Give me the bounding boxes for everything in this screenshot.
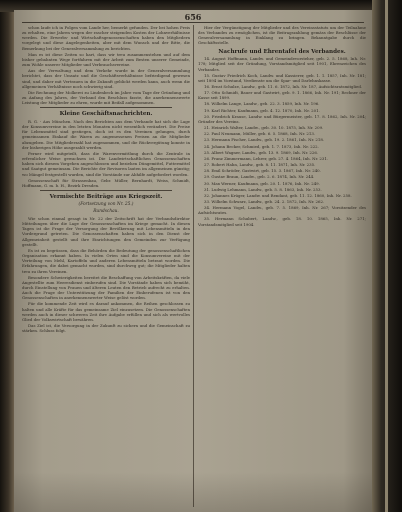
column-divider	[193, 25, 194, 507]
page-number: 656	[184, 12, 202, 22]
right-column	[198, 25, 366, 228]
list-entry: 24. Johann Becker, Schmied, geb. 1. 7. 1873, Inh. Nr. 222.	[204, 143, 319, 149]
list-entry: 29. Gustav Braun, Landw., geb. 2. 6. 1874, Inh. Nr. 244.	[204, 174, 315, 180]
list-entry: 33. Wilhelm Schwarz, Landw., geb. 24. 2. 1872, Inh. Nr. 262.	[204, 198, 325, 204]
list-entry: 15. Gustav Friedrich Koch, Landw. und Kassierer, geb. 1. 1. 1857, Inh. Nr. 181; seit 1894 im Vorstand, Verdienste um die Spar- und Darlehnskasse.	[198, 72, 366, 83]
list-entry: 17. Otto Schmidt, Bauer und Gastwirt, geb. 9. 1. 1866, Inh. Nr. 191; Rechner der Kasse seit 1899.	[198, 90, 366, 101]
list-entry: 18. Wilhelm Lange, Landw., geb. 22. 3. 1859, Inh. Nr. 196.	[204, 101, 320, 107]
document-page	[14, 10, 372, 512]
paragraph: Genossenschaft für Strassenbau, Gebr. Müller, Bernhardt, Weiss, Schmidt, Hoffmann, G. m. b. H., Bezirk Dresden.	[22, 177, 190, 188]
list-entry: 30. Max Werner, Kaufmann, geb. 20. 1. 1876, Inh. Nr. 249.	[204, 180, 320, 186]
paragraph: Ferner wird mitgeteilt, dass die Warenvermittlung durch die Zentrale in erfreulicher Weise gewachsen ist. Die Landwirtschaftlichen Genossenschaften haben sich diesem Vorgehen angeschlossen und beziehen Düngemittel, Futtermittel und Saatgut gemeinsam. Die Berichte der Revisoren lauten im allgemeinen günstig; wo Mängel festgestellt wurden, sind die Vorstände zur Abhilfe aufgefordert worden.	[22, 150, 190, 177]
list-entry: 32. Johannes Krüger, Landw. und Rendant, geb. 11. 12. 1860, Inh. Nr. 258.	[204, 192, 352, 198]
paragraph: Wie schon einmal gesagt in Nr. 22 der Zeitschrift hat der Verbandsdirektor Mitteilungen über die Lage der Genossenschaften im Kriege gemacht. In diesen Tagen ist die Frage der Versorgung der Bevölkerung mit Lebensmitteln in den Vordergrund getreten. Die Genossenschaften haben sich in den Dienst der Allgemeinheit gestellt und ihre Einrichtungen den Gemeinden zur Verfügung gestellt.	[22, 215, 190, 247]
list-entry: 22. Paul Neumann, Müller, geb. 6. 5. 1868, Inh. Nr. 213.	[204, 131, 316, 137]
paragraph: Es ist zu begrüssen, dass die Behörden die Bedeutung der genossenschaftlichen Organisation erkannt haben. In vielen Orten sind die Konsumvereine mit der Verteilung von Mehl, Kartoffeln und anderen Lebensmitteln betraut worden. Die Erfahrungen, die dabei gemacht wurden, sind durchweg gut; die Mitglieder halten treu zu ihren Vereinen.	[22, 247, 190, 274]
paragraph: Man es ist diese Zeiten so hart, dass wir treu zusammenstehen und auf dem bisher gebahnten Wege fortfahren mit der Arbeit zum Besten unserer Gemeinde, zum Wohle unserer Mitglieder und Verbrauchsvereine.	[22, 51, 190, 68]
paragraph: Die Rechnung der Molkerei zu Lindenbeck im Jahre vom Tage der Gründung und zu Anfang des Jahres, der Verband den Beschluss fasste, die anerkennenswerte Leistung der Mitglieder zu ehren, wurde mit Beifall aufgenommen.	[22, 89, 190, 106]
section-divider	[40, 190, 172, 191]
section-subtitle: (Fortsetzung von Nr. 25.)	[78, 201, 134, 207]
list-entry: 34. Hermann Vogel, Landw., geb. 7. 5. 1869, Inh. Nr. 267; Vorsitzender des Aufsichtsrates.	[198, 205, 366, 216]
paragraph: schon laufe ich in Folgen vom Lande her, bemerkt gefunden. Der bei hohen Preis zu erhalten, eine Jahren wegen der rascher steigenden Kosten der Lohnverhältnisse werden. Die Erwerbs- und Wirtschaftsgenossenschaften haben den Mitgliedern vorgelegt und diese Angelegenheiten, aber mit dem Wunsch und der Bitte, die Bemerkung bei der Generalversammlung zu berichten.	[22, 25, 190, 51]
paragraph: Für die kommende Zeit wird es darauf ankommen, die Reihen geschlossen zu halten und alle Kräfte für das gemeinsame Ziel einzusetzen. Die Genossenschaften werden auch in dieser schweren Zeit ihre Aufgabe erfüllen und sich als wertvolles Glied der Volkswirtschaft bewähren.	[22, 301, 190, 322]
page-stack-edge	[385, 0, 388, 512]
paragraph: Das Ziel ist, die Versorgung in der Zukunft zu sichern und die Gemeinschaft zu stärken. Schluss folgt.	[22, 323, 190, 334]
list-entry: 28. Emil Schröder, Gastwirt, geb. 15. 3. 1867, Inh. Nr. 240.	[204, 168, 321, 174]
paragraph: R. G. - Aus München. Nach den Berichten aus dem Verbande hat sich die Lage der Konsumvereine in den letzten Monaten nicht wesentlich verändert. Die Preise für Lebensmittel sind gestiegen, doch ist es den Vereinen gelungen, durch gemeinsamen Einkauf die Waren zu angemessenen Preisen an die Mitglieder abzugeben. Die Mitgliederzahl hat zugenommen, und die Rückvergütung konnte in der bisherigen Höhe ausgezahlt werden.	[22, 118, 190, 150]
list-entry: 16. Ernst Schulze, Landw., geb. 11. 6. 1872, Inh. Nr. 187, Aufsichtsratsmitglied.	[204, 84, 363, 89]
list-entry: 27. Robert Hahn, Landw., geb. 8. 11. 1871, Inh. Nr. 235.	[204, 162, 316, 168]
paragraph: Hier der Vergünstigung der Mitglieder und des Vereinsstatuts um der Teilnahme des Verbandes zu ermöglichen, ist die Beitragszahlung gemäss der Beschlüsse der Generalversammlung in Einklang zu bringen. Bekanntgabe durch die Geschäftsstelle.	[198, 25, 366, 46]
section-kicker: Rundschau.	[93, 208, 119, 214]
list-entry: 26. Franz Zimmermann, Lehrer, geb. 27. 4. 1864, Inh. Nr. 231.	[204, 155, 329, 161]
section-divider	[40, 107, 172, 108]
list-heading: Nachrufe und Ehrentafel des Verbandes.	[218, 48, 346, 55]
list-entry: 25. Albert Wagner, Landw., geb. 13. 9. 1869, Inh. Nr. 226.	[204, 149, 319, 155]
section-heading: Vermischte Beiträge aus Kriegszeit.	[49, 193, 163, 200]
left-column	[22, 25, 190, 334]
list-entry: 20. Friedrich Krause, Landw. und Bürgermeister, geb. 17. 8. 1862, Inh. Nr. 204; Gründer des Vereins.	[198, 113, 366, 124]
book-edge-left	[0, 0, 14, 512]
list-entry: 19. Karl Richter, Kaufmann, geb. 4. 12. 1870, Inh. Nr. 201.	[204, 107, 320, 113]
paragraph: Aus der Verwaltung und dem Verkehr wurde in der Generalversammlung berichtet, dass der Umsatz und die Geschäftsverhältnisse befriedigend gewesen sind, und daher mit Vertrauen in die Zukunft geblickt werden kann, auch wenn die allgemeinen Verhältnisse noch schwierig sind.	[22, 68, 190, 89]
paragraph: Besondere Schwierigkeiten bereitet die Beschaffung von Arbeitskräften, da viele Angestellte zum Heeresdienst einberufen sind. Die Vorstände haben sich bemüht, durch Einstellung von Frauen und älteren Leuten den Betrieb aufrecht zu erhalten. Auch die Frage der Unterstützung der Familien der Einberufenen ist von den Genossenschaften in anerkennenswerter Weise gelöst worden.	[22, 274, 190, 301]
list-entry: 21. Heinrich Walter, Landw., geb. 30. 10. 1875, Inh. Nr. 209.	[204, 125, 324, 131]
header-rule	[22, 22, 364, 23]
list-entry: 35. Hermann Schubert, Landw., geb. 18. 10. 1865, Inh. Nr. 271; Vorstandsmitglied seit 1904.	[198, 216, 366, 227]
section-heading: Kleine Geschäftsnachrichten.	[59, 111, 153, 118]
list-entry: 14. August Hoffmann, Landw. und Gemeindevorsteher, geb. 2. 5. 1868, Inh. Nr. 178; Mitglied seit der Gründung, Vorstandsmitglied seit 1901, Ehrenzeichen des Verbandes.	[198, 56, 366, 72]
list-entry: 23. Hermann Fischer, Landw., geb. 19. 2. 1861, Inh. Nr. 218.	[204, 137, 325, 143]
list-entry: 31. Ludwig Lehmann, Landw., geb. 5. 8. 1863, Inh. Nr. 253.	[204, 186, 322, 192]
